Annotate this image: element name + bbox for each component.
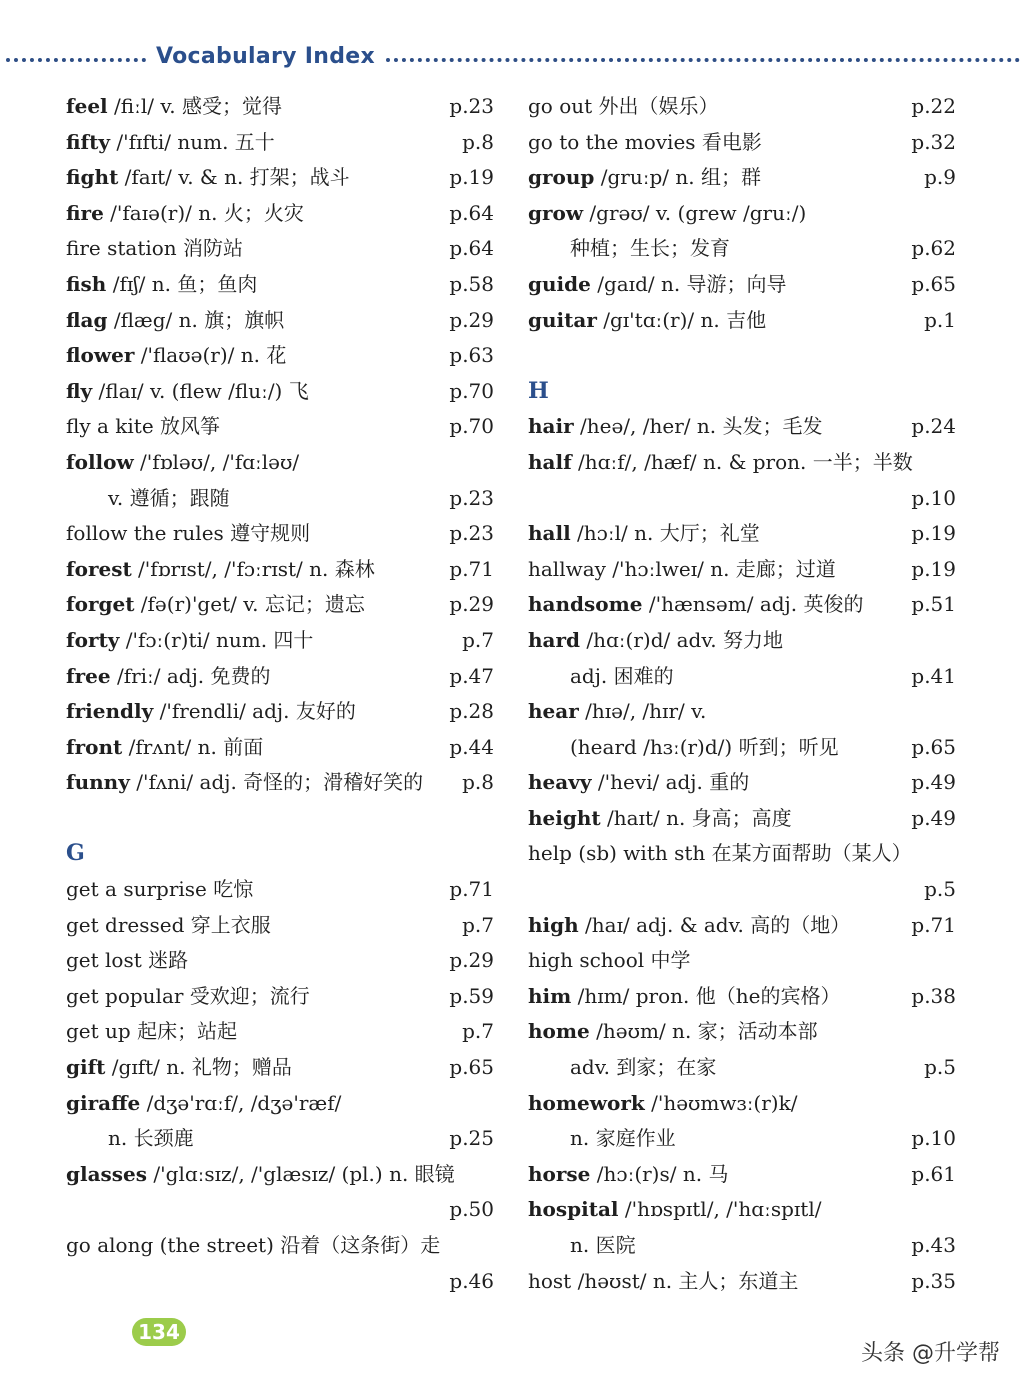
entry-text [66, 130, 275, 154]
index-entry [66, 623, 494, 659]
entry-page-ref: p.29 [449, 307, 494, 332]
entry-definition: /friː/ adj. 免费的 [110, 663, 271, 688]
index-entry [528, 694, 956, 730]
entry-definition: /fɪʃ/ n. 鱼；鱼肉 [106, 271, 258, 296]
entry-page-ref: p.19 [911, 556, 956, 581]
entry-definition: /gɪ'tɑː(r)/ n. 吉他 [596, 307, 767, 332]
entry-definition: /grəʊ/ v. (grew /gruː/) [583, 200, 807, 225]
index-entry [66, 765, 494, 801]
watermark: 头条 @升学帮 [861, 1341, 1000, 1366]
entry-definition: v. 遵循；跟随 [108, 485, 230, 510]
entry-text [528, 557, 836, 581]
entry-text [528, 521, 760, 545]
entry-text [528, 948, 691, 972]
entry-headword: heavy [528, 770, 592, 795]
entry-page-ref: p.7 [462, 1019, 494, 1044]
entry-definition: follow the rules 遵守规则 [66, 521, 311, 546]
entry-page-ref: p.19 [911, 521, 956, 546]
entry-page-ref: p.7 [462, 912, 494, 937]
entry-page-ref: p.38 [911, 983, 956, 1008]
entry-definition: /'hɒspɪtl/, /'hɑːspɪtl/ [618, 1197, 822, 1222]
index-entry [66, 1264, 494, 1300]
index-entry [528, 409, 956, 445]
index-entry [66, 160, 494, 196]
entry-definition: get dressed 穿上衣服 [66, 912, 271, 937]
entry-page-ref: p.28 [449, 699, 494, 724]
entry-text [528, 913, 850, 937]
entry-text [528, 236, 730, 260]
entry-definition: /fə(r)'get/ v. 忘记；遗忘 [134, 592, 365, 617]
entry-definition: go to the movies 看电影 [528, 129, 762, 154]
entry-definition: /gruːp/ n. 组；群 [594, 165, 761, 190]
entry-text [528, 735, 839, 759]
entry-definition: get a surprise 吃惊 [66, 877, 254, 902]
entry-headword: giraffe [66, 1090, 141, 1115]
index-entry [66, 267, 494, 303]
entry-definition: /'glɑːsɪz/, /'glæsɪz/ (pl.) n. 眼镜 [147, 1161, 455, 1186]
entry-headword: fire [66, 200, 104, 225]
entry-definition: /'faɪə(r)/ n. 火；火灾 [103, 200, 304, 225]
index-entry [66, 1050, 494, 1086]
index-entry [528, 1121, 956, 1157]
entry-text [66, 486, 230, 510]
entry-definition: /faɪt/ v. & n. 打架；战斗 [118, 165, 350, 190]
entry-page-ref: p.64 [449, 236, 494, 261]
entry-page-ref: p.63 [449, 343, 494, 368]
entry-definition: /gɪft/ n. 礼物；赠品 [105, 1055, 292, 1080]
entry-page-ref: p.58 [449, 271, 494, 296]
entry-definition: 种植；生长；发育 [570, 236, 730, 261]
entry-page-ref: p.49 [911, 770, 956, 795]
index-header [0, 44, 1024, 76]
entry-page-ref: p.22 [911, 94, 956, 118]
entry-text [528, 414, 822, 438]
entry-text [528, 272, 787, 296]
entry-definition: /'fɪfti/ num. 五十 [110, 129, 275, 154]
entry-text [528, 1091, 797, 1115]
index-entry [528, 587, 956, 623]
entry-text [528, 806, 792, 830]
entry-text [66, 948, 188, 972]
index-entry [66, 125, 494, 161]
entry-headword: homework [528, 1090, 645, 1115]
index-entry [528, 1228, 956, 1264]
index-entry [528, 125, 956, 161]
entry-headword: half [528, 449, 572, 474]
entry-text [66, 1233, 440, 1257]
entry-page-ref: p.7 [462, 627, 494, 652]
entry-headword: follow [66, 449, 134, 474]
entry-definition: /frʌnt/ n. 前面 [122, 734, 264, 759]
index-entry [528, 516, 956, 552]
entry-definition: /hɪm/ pron. 他（he的宾格） [571, 983, 841, 1008]
entry-page-ref: p.8 [462, 770, 494, 795]
entry-text [528, 308, 766, 332]
right-column [528, 89, 956, 1299]
section-spacer [528, 338, 956, 374]
entry-definition: /hɔː(r)s/ n. 马 [590, 1161, 729, 1186]
entry-definition: /dʒə'rɑːf/, /dʒə'ræf/ [140, 1090, 342, 1115]
index-entry [66, 303, 494, 339]
page-number-badge: 134 [132, 1318, 186, 1346]
entry-definition: /flæg/ n. 旗；旗帜 [107, 307, 285, 332]
entry-text [528, 984, 840, 1008]
entry-text [66, 379, 309, 403]
entry-definition: /'fɒrɪst/, /'fɔːrɪst/ n. 森林 [131, 556, 375, 581]
entry-headword: free [66, 663, 111, 688]
entry-headword: feel [66, 94, 108, 118]
section-letter: G [66, 840, 85, 867]
index-entry [66, 943, 494, 979]
entry-definition: /həʊm/ n. 家；活动本部 [589, 1019, 818, 1044]
entry-definition: n. 家庭作业 [570, 1126, 676, 1151]
entry-page-ref: p.29 [449, 592, 494, 617]
entry-text [528, 94, 719, 118]
entry-page-ref: p.41 [911, 663, 956, 688]
entry-page-ref: p.46 [449, 1268, 494, 1293]
entry-page-ref: p.43 [911, 1233, 956, 1257]
entry-page-ref: p.61 [911, 1161, 956, 1186]
index-entry [528, 730, 956, 766]
entry-definition: /flaɪ/ v. (flew /fluː/) 飞 [92, 378, 309, 403]
entry-page-ref: p.9 [924, 165, 956, 190]
entry-text [528, 841, 912, 865]
index-entry [66, 1014, 494, 1050]
entry-definition: adv. 到家；在家 [570, 1055, 717, 1080]
entry-definition: /hɔːl/ n. 大厅；礼堂 [570, 521, 760, 546]
entry-text [66, 628, 313, 652]
entry-text [528, 1233, 636, 1257]
entry-text [528, 1162, 728, 1186]
entry-text [66, 165, 350, 189]
entry-definition: /'fɒləʊ/, /'fɑːləʊ/ [133, 449, 300, 474]
entry-page-ref: p.65 [911, 271, 956, 296]
entry-page-ref: p.71 [449, 556, 494, 581]
entry-headword: hospital [528, 1197, 619, 1222]
entry-page-ref: p.8 [462, 129, 494, 154]
left-column [66, 89, 494, 1299]
entry-headword: horse [528, 1161, 591, 1186]
entry-page-ref: p.10 [911, 485, 956, 510]
entry-text [66, 877, 253, 901]
header-dots-left [6, 58, 146, 62]
index-entry [66, 196, 494, 232]
entry-definition: /haɪ/ adj. & adv. 高的（地） [578, 912, 851, 937]
entry-text [66, 272, 257, 296]
entry-page-ref: p.71 [449, 877, 494, 902]
index-entry [66, 730, 494, 766]
entry-headword: forest [66, 556, 132, 581]
entry-text [528, 1197, 821, 1221]
entry-text [66, 1126, 194, 1150]
entry-page-ref: p.50 [449, 1197, 494, 1222]
entry-page-ref: p.65 [911, 734, 956, 759]
index-entry [66, 1192, 494, 1228]
index-entry [66, 552, 494, 588]
entry-text [66, 699, 356, 723]
index-entry [528, 1264, 956, 1300]
index-entry [528, 1050, 956, 1086]
index-entry [66, 516, 494, 552]
index-entry [528, 231, 956, 267]
entry-page-ref: p.59 [449, 983, 494, 1008]
index-entry [528, 765, 956, 801]
entry-page-ref: p.29 [449, 948, 494, 973]
entry-definition: /'frendli/ adj. 友好的 [153, 699, 356, 724]
index-entry [66, 908, 494, 944]
entry-text [66, 913, 271, 937]
entry-text [66, 201, 304, 225]
entry-definition: (heard /hɜː(r)d/) 听到；听见 [570, 734, 839, 759]
entry-definition: /gaɪd/ n. 导游；向导 [590, 271, 787, 296]
entry-page-ref: p.65 [449, 1055, 494, 1080]
entry-headword: handsome [528, 592, 643, 617]
index-entry [66, 374, 494, 410]
entry-definition: hallway /'hɔːlweɪ/ n. 走廊；过道 [528, 556, 836, 581]
index-entry [528, 979, 956, 1015]
index-entry [528, 445, 956, 481]
entry-headword: funny [66, 770, 130, 795]
index-entry [528, 943, 956, 979]
entry-headword: flag [66, 307, 108, 332]
entry-text [66, 664, 271, 688]
entry-definition: get up 起床；站起 [66, 1019, 238, 1044]
entry-headword: fish [66, 271, 107, 296]
entry-text [66, 343, 286, 367]
entry-text [528, 201, 806, 225]
index-entry [66, 409, 494, 445]
entry-definition: fly a kite 放风筝 [66, 414, 221, 439]
entry-text [66, 414, 220, 438]
entry-definition: n. 长颈鹿 [108, 1126, 194, 1151]
entry-text [66, 770, 423, 794]
index-entry [66, 979, 494, 1015]
entry-definition: fire station 消防站 [66, 236, 244, 261]
entry-text [66, 1162, 455, 1186]
entry-page-ref: p.70 [449, 414, 494, 439]
entry-text [66, 521, 310, 545]
entry-page-ref: p.24 [911, 414, 956, 439]
entry-definition: /heə/, /her/ n. 头发；毛发 [573, 414, 823, 439]
index-entry [528, 160, 956, 196]
index-entry [528, 267, 956, 303]
entry-definition: adj. 困难的 [570, 663, 674, 688]
entry-headword: grow [528, 200, 584, 225]
entry-headword: hear [528, 699, 579, 724]
entry-headword: high [528, 912, 579, 937]
index-entry [66, 659, 494, 695]
index-entry [66, 1228, 494, 1264]
entry-headword: forty [66, 627, 120, 652]
entry-text [66, 735, 263, 759]
index-entry [66, 587, 494, 623]
entry-headword: fly [66, 378, 93, 403]
index-entry [528, 1086, 956, 1122]
entry-definition: go along (the street) 沿着（这条街）走 [66, 1233, 441, 1257]
entry-definition: /fiːl/ v. 感受；觉得 [107, 94, 282, 118]
entry-headword: him [528, 983, 572, 1008]
index-entry [528, 481, 956, 517]
entry-page-ref: p.19 [449, 165, 494, 190]
entry-definition: /'hevi/ adj. 重的 [591, 770, 750, 795]
index-entry [66, 89, 494, 125]
entry-headword: fifty [66, 129, 111, 154]
entry-headword: forget [66, 592, 135, 617]
entry-headword: glasses [66, 1161, 148, 1186]
entry-page-ref: p.47 [449, 663, 494, 688]
entry-page-ref: p.35 [911, 1268, 956, 1293]
entry-definition: n. 医院 [570, 1233, 636, 1257]
entry-page-ref: p.44 [449, 734, 494, 759]
index-entry [528, 552, 956, 588]
entry-headword: guide [528, 271, 591, 296]
index-entry [528, 1014, 956, 1050]
section-letter: H [528, 377, 549, 404]
entry-headword: flower [66, 343, 135, 368]
entry-headword: home [528, 1019, 590, 1044]
entry-page-ref: p.23 [449, 94, 494, 118]
entry-page-ref: p.1 [924, 307, 956, 332]
index-entry [66, 445, 494, 481]
entry-page-ref: p.32 [911, 129, 956, 154]
entry-text [528, 628, 783, 652]
index-entry [528, 623, 956, 659]
entry-text [528, 592, 863, 616]
entry-headword: front [66, 734, 123, 759]
entry-text [528, 1055, 716, 1079]
index-entry [528, 1192, 956, 1228]
entry-page-ref: p.23 [449, 485, 494, 510]
entry-definition: go out 外出（娱乐） [528, 94, 719, 118]
index-entry [66, 1121, 494, 1157]
entry-text [66, 592, 365, 616]
entry-headword: height [528, 805, 601, 830]
index-entry [528, 303, 956, 339]
entry-definition: high school 中学 [528, 948, 691, 973]
index-entry [66, 338, 494, 374]
entry-text [66, 450, 299, 474]
entry-definition: help (sb) with sth 在某方面帮助（某人） [528, 841, 912, 866]
entry-page-ref: p.64 [449, 200, 494, 225]
index-entry [528, 836, 956, 872]
entry-text [66, 1091, 341, 1115]
entry-page-ref: p.49 [911, 805, 956, 830]
entry-text [528, 1269, 798, 1293]
index-entry [528, 89, 956, 125]
entry-page-ref: p.70 [449, 378, 494, 403]
entry-text [66, 308, 284, 332]
index-entry [528, 908, 956, 944]
entry-page-ref: p.10 [911, 1126, 956, 1151]
entry-headword: fight [66, 165, 119, 190]
entry-page-ref: p.51 [911, 592, 956, 617]
entry-definition: /hɑːf/, /hæf/ n. & pron. 一半；半数 [571, 449, 913, 474]
entry-headword: gift [66, 1055, 106, 1080]
index-entry [66, 481, 494, 517]
entry-text [66, 984, 310, 1008]
entry-definition: /haɪt/ n. 身高；高度 [600, 805, 792, 830]
entry-text [66, 1055, 292, 1079]
entry-headword: friendly [66, 699, 154, 724]
entry-definition: /'hænsəm/ adj. 英俊的 [642, 592, 864, 617]
entry-headword: group [528, 165, 595, 190]
entry-text [528, 770, 749, 794]
entry-definition: get popular 受欢迎；流行 [66, 983, 310, 1008]
index-entry [66, 1086, 494, 1122]
entry-headword: hall [528, 521, 571, 546]
index-entry [66, 231, 494, 267]
entry-definition: /'fɔː(r)ti/ num. 四十 [119, 627, 314, 652]
section-spacer [66, 801, 494, 837]
index-entry [528, 801, 956, 837]
entry-definition: host /həʊst/ n. 主人；东道主 [528, 1268, 799, 1293]
entry-definition: /hɪə/, /hɪr/ v. [578, 699, 707, 724]
entry-text [66, 94, 282, 118]
entry-text [66, 236, 243, 260]
entry-page-ref: p.23 [449, 521, 494, 546]
index-entry [528, 659, 956, 695]
entry-text [528, 130, 762, 154]
entry-page-ref: p.5 [924, 1055, 956, 1080]
index-entry [66, 694, 494, 730]
entry-definition: get lost 迷路 [66, 948, 189, 973]
entry-headword: hair [528, 414, 574, 439]
header-dots-right [386, 58, 1020, 62]
entry-text [528, 664, 674, 688]
entry-definition: /'flaʊə(r)/ n. 花 [134, 343, 287, 368]
entry-text [66, 1019, 237, 1043]
entry-definition: /hɑː(r)d/ adv. 努力地 [580, 627, 783, 652]
index-entry [528, 872, 956, 908]
index-entry [528, 196, 956, 232]
entry-page-ref: p.71 [911, 912, 956, 937]
entry-page-ref: p.5 [924, 877, 956, 902]
page-title: Vocabulary Index [156, 44, 375, 69]
entry-definition: /'fʌni/ adj. 奇怪的；滑稽好笑的 [129, 770, 424, 795]
index-entry [66, 1157, 494, 1193]
entry-text [528, 1019, 818, 1043]
entry-text [66, 557, 375, 581]
entry-text [528, 1126, 676, 1150]
entry-headword: hard [528, 627, 581, 652]
index-entry [66, 872, 494, 908]
entry-text [528, 450, 913, 474]
entry-text [528, 699, 706, 723]
entry-headword: guitar [528, 307, 597, 332]
entry-text [528, 165, 761, 189]
index-entry [528, 1157, 956, 1193]
entry-page-ref: p.25 [449, 1126, 494, 1151]
entry-definition: /'həʊmwɜː(r)k/ [644, 1090, 798, 1115]
entry-page-ref: p.62 [911, 236, 956, 261]
